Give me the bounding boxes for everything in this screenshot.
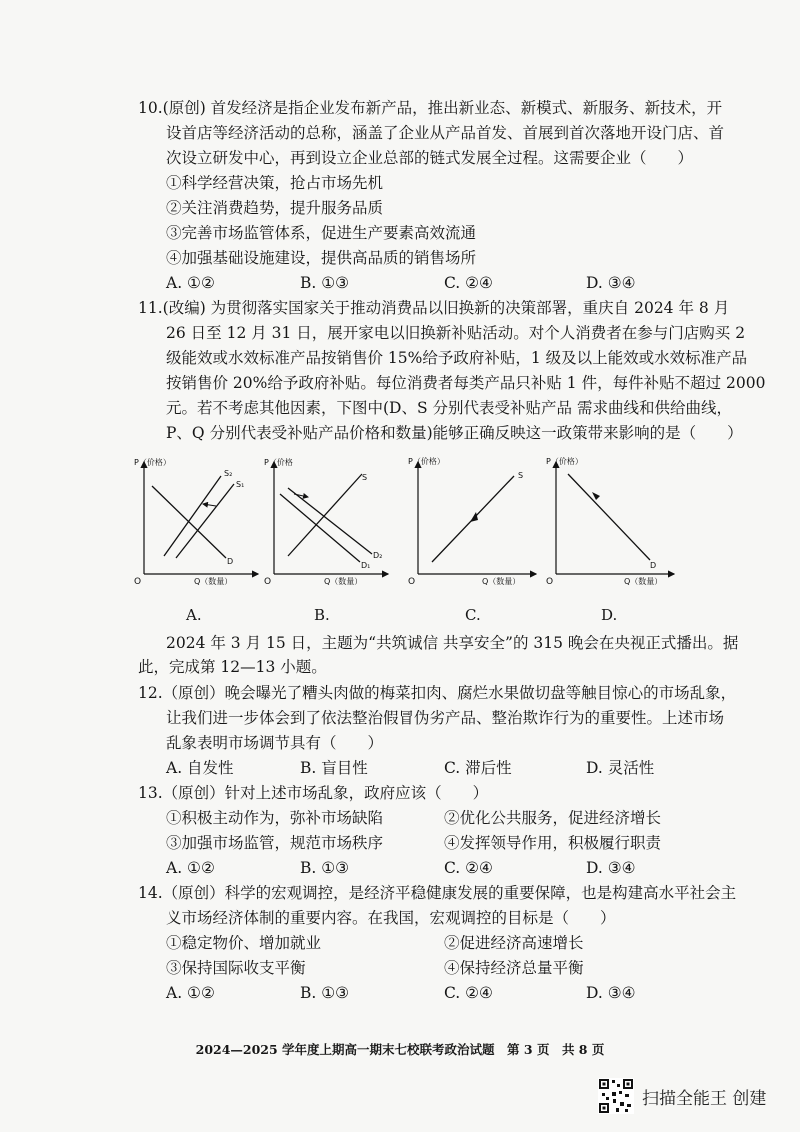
q11-line-2: 26 日至 12 月 31 日，展开家电以旧换新补贴活动。对个人消费者在参与门店购买 2: [166, 324, 746, 342]
scanner-watermark: [598, 1078, 766, 1114]
graph-d-direction-arrow: [592, 492, 600, 500]
q11-line-3: 级能效或水效标准产品按销售价 15%给予政府补贴，1 级及以上能效或水效标准产品: [166, 349, 748, 367]
intro-line-2: 此，完成第 12—13 小题。: [138, 658, 327, 676]
graph-d-origin: O: [546, 577, 554, 587]
graph-a-p-label: P（价格）: [134, 458, 171, 467]
q13-choice-4: ④发挥领导作用，积极履行职责: [444, 834, 662, 852]
graph-b-demand-d2-line: [288, 488, 372, 554]
graph-c-origin: O: [408, 577, 416, 587]
q10-choice-3: ③完善市场监管体系，促进生产要素高效流通: [166, 224, 477, 242]
q14-choice-4: ④保持经济总量平衡: [444, 959, 584, 977]
graph-d-q-label: Q（数量）: [624, 577, 663, 586]
q10-option-c: C. ②④: [444, 274, 493, 292]
q14-choice-3: ③保持国际收支平衡: [166, 959, 306, 977]
q10-option-a: A. ①②: [166, 274, 215, 292]
graph-b-s-label: S: [362, 473, 368, 482]
q12-line-1: 12.（原创）晚会曝光了糟头肉做的梅菜扣肉、腐烂水果做切盘等触目惊心的市场乱象，: [138, 684, 737, 702]
graph-d-demand-line: [568, 474, 650, 560]
graph-b-d1-label: D₁: [361, 561, 371, 570]
graph-b-origin: O: [264, 577, 272, 587]
graph-c-direction-arrow: [470, 512, 478, 522]
q14-option-c: C. ②④: [444, 984, 493, 1002]
graph-b-option: B.: [314, 606, 330, 624]
graph-b-shift-arrow: [294, 494, 308, 497]
graph-b-q-label: Q（数量）: [324, 577, 363, 586]
q12-line-3: 乱象表明市场调节具有（ ）: [166, 734, 384, 752]
graph-c: [402, 450, 542, 590]
graph-a-option: A.: [186, 606, 202, 624]
graph-b: [258, 450, 398, 590]
q12-option-c: C. 滞后性: [444, 759, 512, 777]
graph-b-supply-line: [288, 474, 362, 556]
graph-a: [128, 450, 268, 590]
q10-choice-1: ①科学经营决策，抢占市场先机: [166, 174, 384, 192]
graph-a-supply-s1-line: [176, 484, 234, 558]
page-footer: 2024—2025 学年度上期高一期末七校联考政治试题 第 3 页 共 8 页: [195, 1042, 605, 1057]
q13-choice-2: ②优化公共服务，促进经济增长: [444, 809, 662, 827]
graph-b-d2-label: D₂: [373, 551, 383, 560]
q14-option-d: D. ③④: [586, 984, 636, 1002]
graph-b-p-label: P（价格: [264, 458, 293, 467]
graph-d: [540, 450, 680, 590]
q14-option-a: A. ①②: [166, 984, 215, 1002]
q13-option-a: A. ①②: [166, 859, 215, 877]
q13-line-1: 13.（原创）针对上述市场乱象，政府应该（ ）: [138, 784, 489, 802]
q12-option-b: B. 盲目性: [300, 759, 368, 777]
graph-d-d-label: D: [650, 561, 657, 570]
q11-line-4: 按销售价 20%给予政府补贴。每位消费者每类产品只补贴 1 件，每件补贴不超过 2000: [166, 374, 766, 392]
q10-line-1: 10.(原创) 首发经济是指企业发布新产品，推出新业态、新模式、新服务、新技术，开: [138, 99, 723, 117]
graph-d-p-label: P（价格）: [546, 457, 583, 466]
graph-c-s-label: S: [518, 471, 524, 480]
q10-option-b: B. ①③: [300, 274, 350, 292]
graph-d-option: D.: [601, 606, 618, 624]
q12-line-2: 让我们进一步体会到了依法整治假冒伪劣产品、整治欺诈行为的重要性。上述市场: [166, 709, 725, 727]
q14-line-2: 义市场经济体制的重要内容。在我国，宏观调控的目标是（ ）: [166, 909, 616, 927]
graph-a-origin: O: [134, 577, 142, 587]
graph-a-s2-label: S₂: [224, 469, 233, 478]
q10-line-3: 次设立研发中心，再到设立企业总部的链式发展全过程。这需要企业（ ）: [166, 149, 694, 167]
q13-choice-1: ①积极主动作为，弥补市场缺陷: [166, 809, 384, 827]
q10-line-2: 设首店等经济活动的总称，涵盖了企业从产品首发、首展到首次落地开设门店、首: [166, 124, 725, 142]
intro-line-1: 2024 年 3 月 15 日，主题为“共筑诚信 共享安全”的 315 晚会在央视正式播出。据: [166, 634, 739, 652]
q11-line-6: P、Q 分别代表受补贴产品价格和数量)能够正确反映这一政策带来影响的是（ ）: [166, 424, 743, 442]
graph-a-q-label: Q（数量）: [194, 577, 233, 586]
q10-choice-4: ④加强基础设施建设，提供高品质的销售场所: [166, 249, 477, 267]
q14-line-1: 14.（原创）科学的宏观调控，是经济平稳健康发展的重要保障，也是构建高水平社会主: [138, 884, 737, 902]
q14-choice-1: ①稳定物价、增加就业: [166, 934, 322, 952]
graph-a-d-label: D: [227, 557, 234, 566]
q13-choice-3: ③加强市场监管，规范市场秩序: [166, 834, 384, 852]
graph-c-q-label: Q（数量）: [482, 577, 521, 586]
q13-option-b: B. ①③: [300, 859, 350, 877]
q11-line-5: 元。若不考虑其他因素，下图中(D、S 分别代表受补贴产品 需求曲线和供给曲线，: [166, 399, 732, 417]
q13-option-d: D. ③④: [586, 859, 636, 877]
q14-choice-2: ②促进经济高速增长: [444, 934, 584, 952]
q10-choice-2: ②关注消费趋势，提升服务品质: [166, 199, 384, 217]
q12-option-d: D. 灵活性: [586, 759, 655, 777]
qr-code-icon: [598, 1078, 634, 1114]
graph-c-option: C.: [465, 606, 481, 624]
q12-option-a: A. 自发性: [166, 759, 234, 777]
q11-line-1: 11.(改编) 为贯彻落实国家关于推动消费品以旧换新的决策部署，重庆自 2024 年 8 月: [138, 299, 730, 317]
graph-a-s1-label: S₁: [236, 480, 245, 489]
graph-c-p-label: P（价格）: [408, 457, 445, 466]
q10-option-d: D. ③④: [586, 274, 636, 292]
watermark-text: 扫描全能王 创建: [642, 1088, 767, 1109]
graph-a-shift-arrow: [203, 504, 216, 506]
q13-option-c: C. ②④: [444, 859, 493, 877]
q14-option-b: B. ①③: [300, 984, 350, 1002]
